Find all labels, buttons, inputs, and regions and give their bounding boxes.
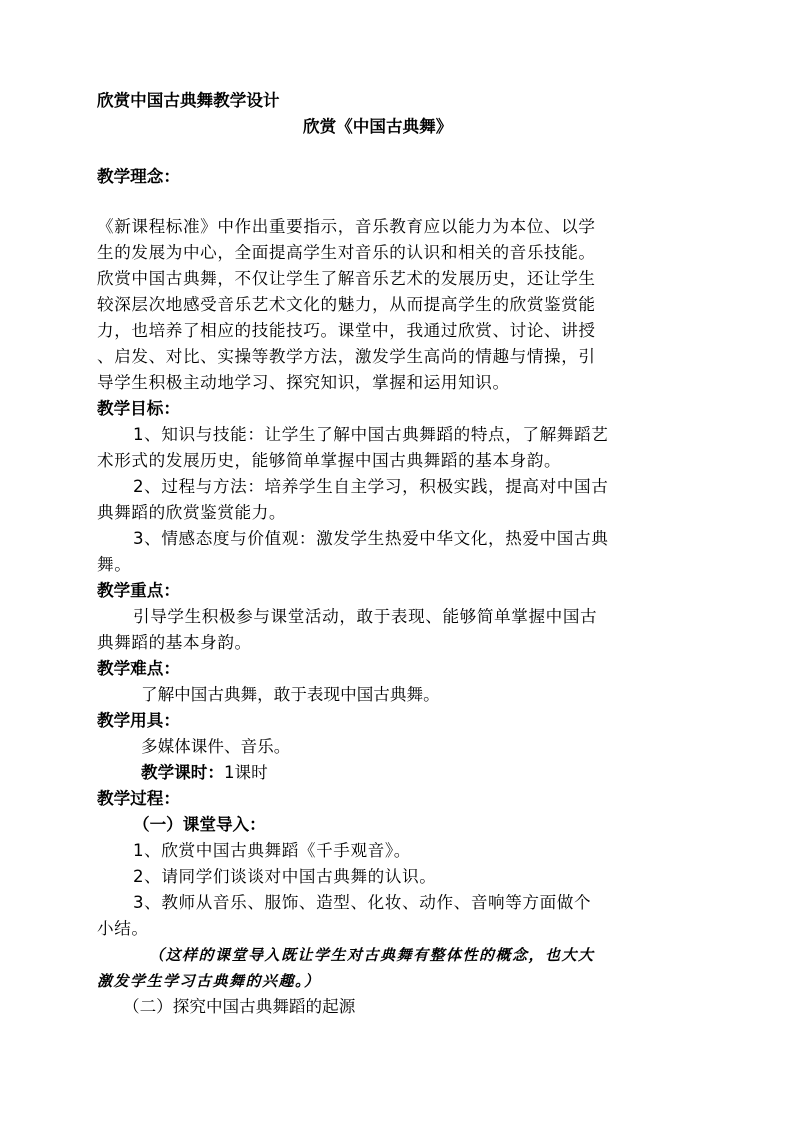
goal-1-line-2: 术形式的发展历史，能够简单掌握中国古典舞蹈的基本身韵。 xyxy=(97,451,562,470)
key-point-line-2: 典舞蹈的基本身韵。 xyxy=(97,633,252,652)
section-2-heading: （二）探究中国古典舞蹈的起源 xyxy=(123,997,356,1016)
key-point-line-1: 引导学生积极参与课堂活动，敢于表现、能够简单掌握中国古 xyxy=(133,607,598,626)
spacer xyxy=(97,140,687,164)
note-line-1: （这样的课堂导入既让学生对古典舞有整体性的概念，也大大 xyxy=(149,946,595,964)
concept-paragraph xyxy=(97,214,687,396)
concept-line: 《新课程标准》中作出重要指示，音乐教育应以能力为本位、以学 xyxy=(97,217,596,236)
concept-line: 导学生积极主动地学习、探究知识，掌握和运用知识。 xyxy=(97,373,510,392)
concept-line: 欣赏中国古典舞，不仅让学生了解音乐艺术的发展历史，还让学生 xyxy=(97,269,596,288)
class-hours xyxy=(97,760,687,786)
goal-3-line-1: 3、情感态度与价值观：激发学生热爱中华文化，热爱中国古典 xyxy=(133,529,609,548)
section-1-steps xyxy=(97,838,687,942)
document-subtitle: 欣赏《中国古典舞》 xyxy=(303,117,453,136)
step-1: 1、欣赏中国古典舞蹈《千手观音》。 xyxy=(133,841,411,860)
goals-section xyxy=(97,422,687,578)
document-title: 欣赏中国古典舞教学设计 xyxy=(97,91,280,110)
difficulty-heading: 教学难点： xyxy=(97,659,180,678)
key-points-section xyxy=(97,604,687,656)
step-2: 2、请同学们谈谈对中国古典舞的认识。 xyxy=(133,867,437,886)
key-points-heading: 教学重点： xyxy=(97,581,180,600)
class-hours-value: 1课时 xyxy=(223,763,268,782)
class-hours-label: 教学课时： xyxy=(141,763,224,782)
tools-line: 多媒体课件、音乐。 xyxy=(141,737,291,756)
concept-line: 力，也培养了相应的技能技巧。课堂中，我通过欣赏、讨论、讲授 xyxy=(97,321,596,340)
goal-2-line-2: 典舞蹈的欣赏鉴赏能力。 xyxy=(97,503,287,522)
concept-line: 生的发展为中心，全面提高学生对音乐的认识和相关的音乐技能。 xyxy=(97,243,596,262)
goal-3-line-2: 舞。 xyxy=(97,555,132,574)
step-3-line-1: 3、教师从音乐、服饰、造型、化妆、动作、音响等方面做个 xyxy=(133,893,592,912)
document-page xyxy=(97,88,687,1020)
spacer xyxy=(97,190,687,214)
goal-1-line-1: 1、知识与技能：让学生了解中国古典舞蹈的特点，了解舞蹈艺 xyxy=(133,425,609,444)
difficulty-line: 了解中国古典舞，敢于表现中国古典舞。 xyxy=(141,685,440,704)
concept-line: 、启发、对比、实操等教学方法，激发学生高尚的情趣与情操，引 xyxy=(97,347,596,366)
concept-heading: 教学理念： xyxy=(97,167,180,186)
step-3-line-2: 小结。 xyxy=(97,919,149,938)
section-1-heading: （一）课堂导入： xyxy=(133,815,266,834)
goals-heading: 教学目标： xyxy=(97,399,180,418)
concept-line: 较深层次地感受音乐艺术文化的魅力，从而提高学生的欣赏鉴赏能 xyxy=(97,295,596,314)
note-line-2: 激发学生学习古典舞的兴趣。） xyxy=(97,972,321,990)
tools-heading: 教学用具： xyxy=(97,711,180,730)
process-heading: 教学过程： xyxy=(97,789,180,808)
goal-2-line-1: 2、过程与方法：培养学生自主学习，积极实践，提高对中国古 xyxy=(133,477,609,496)
